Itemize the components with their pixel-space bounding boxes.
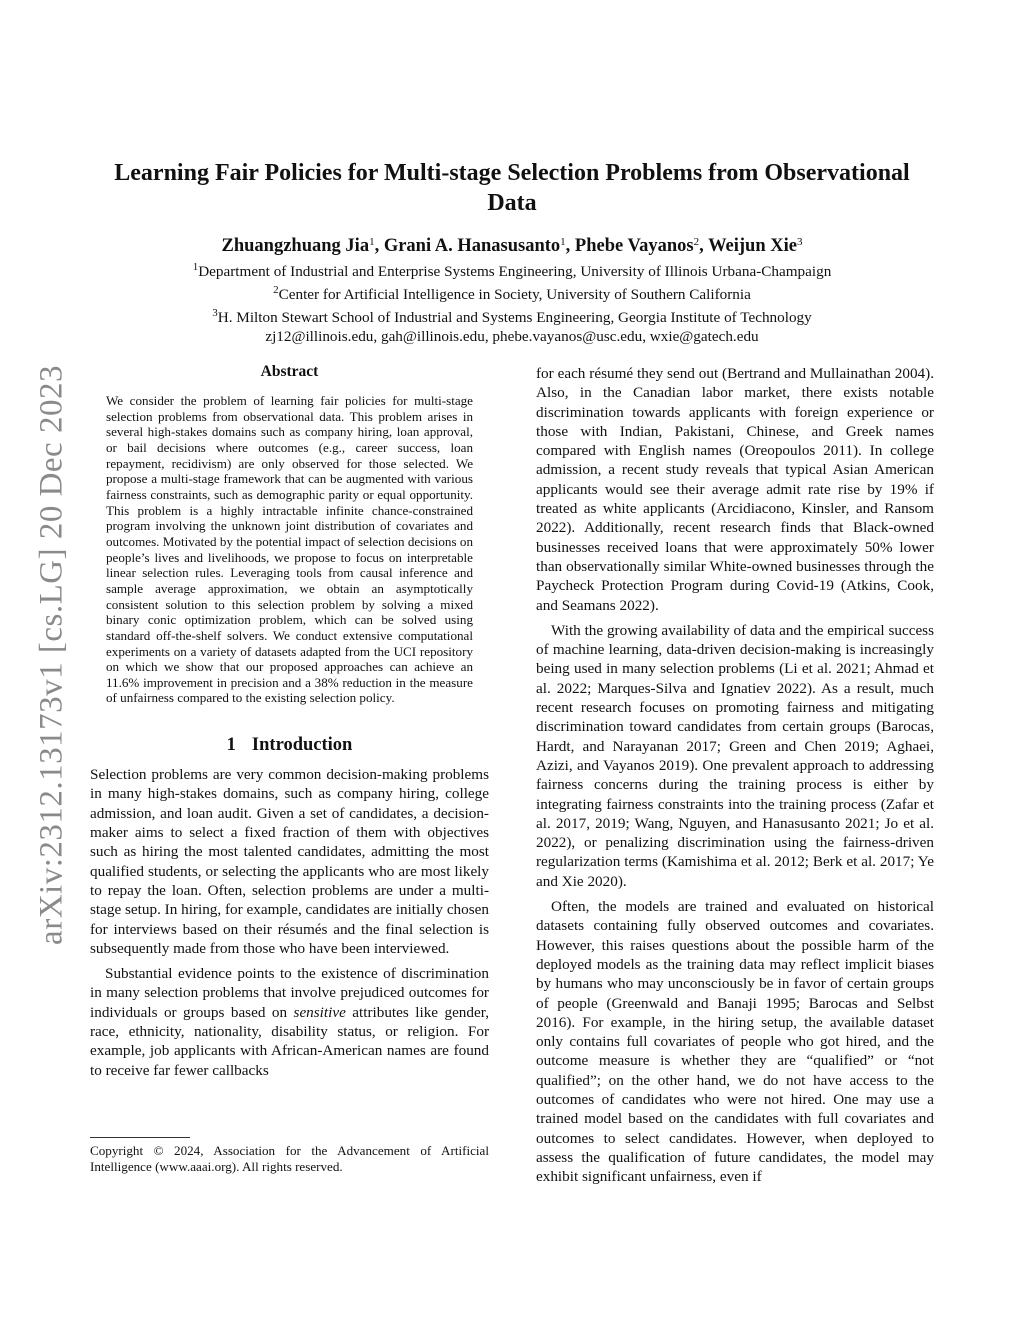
copyright-notice: Copyright © 2024, Association for the Advancement of Artificial Intelligence (www.aaai.org). All rights reserved.: [90, 1143, 489, 1174]
affiliations: [100, 258, 924, 346]
affiliation-mark: 1: [192, 261, 199, 273]
author-emails[interactable]: zj12@illinois.edu, gah@illinois.edu, phebe.vayanos@usc.edu, wxie@gatech.edu: [265, 328, 759, 345]
author-name: Weijun Xie: [708, 236, 797, 256]
author-list: Zhuangzhuang Jia$^1$, Grani A. Hanasusanto$^1$, Phebe Vayanos$^2$, Weijun Xie$^3$: [221, 236, 803, 256]
author-affil-mark: 3: [796, 236, 803, 248]
author-affil-mark: 1: [560, 236, 566, 248]
section-number: 1: [226, 735, 236, 756]
affiliation-line: [100, 258, 924, 281]
affiliation-mark: 2: [273, 284, 279, 296]
affiliation-mark: 3: [212, 307, 218, 319]
intro-paragraph-2: [90, 964, 489, 1080]
abstract-heading: Abstract: [260, 363, 319, 380]
section-title: Introduction: [251, 735, 353, 756]
arxiv-id[interactable]: arXiv:2312.13173v1 [cs.LG] 20 Dec 2023: [33, 365, 70, 945]
intro-paragraph-1: Selection problems are very common decision-making problems in many high-stakes domains, such as company hiring, college admission, and loan audit. Given a set of candidates, a decision-maker aims to select a fixed fraction of them with objectives such as hiring the most talented candidates, admitting the most qualified students, or selecting the applicants who are most likely to repay the loan. Often, selection problems are under a multi-stage setup. In hiring, for example, candidates are initially chosen for interviews based on their résumés and the final selection is subsequently made from those who have been interviewed.: [90, 766, 489, 957]
emphasis-text: sensitive: [293, 1003, 346, 1021]
footnote-divider: [90, 1137, 190, 1138]
affiliation-text: Center for Artificial Intelligence in Society, University of Southern California: [278, 286, 751, 303]
section-heading-introduction: [90, 733, 489, 757]
intro-paragraph-5: Often, the models are trained and evaluated on historical datasets containing fully observed outcomes and covariates. However, this raises questions about the possible harm of the deployed models as the training data may reflect implicit biases by humans who may unconsciously be in favor of certain groups of people (Greenwald and Banaji 1995; Barocas and Selbst 2016). For example, in the hiring setup, the available dataset only contains full covariates of people who got hired, and the outcome measure is whether they are “qualified” or “not qualified”; on the other hand, we do not have access to the outcomes of candidates who were not hired. One may use a trained model based on the candidates with full covariates and outcomes to select candidates. However, when deployed to assess the qualification of future candidates, the model may exhibit significant unfairness, even if: [536, 898, 934, 1186]
affiliation-line: [100, 281, 924, 304]
author-name: Zhuangzhuang Jia: [221, 236, 370, 256]
author-name: Phebe Vayanos: [574, 236, 694, 256]
right-column: [536, 364, 934, 1186]
author-name: Grani A. Hanasusanto: [383, 236, 561, 256]
abstract-text: We consider the problem of learning fair policies for multi-stage selection problems from observational data. This problem arises in several high-stakes domains such as company hiring, loan approval, or bail decisions where outcomes (e.g., career success, loan repayment, recidivism) are only observed for those selected. We propose a multi-stage framework that can be augmented with various fairness constraints, such as demographic parity or equal opportunity. This problem is a highly intractable infinite chance-constrained program involving the unknown joint distribution of covariates and outcomes. Motivated by the potential impact of selection decisions on people’s lives and livelihoods, we propose to focus on interpretable linear selection rules. Leveraging tools from causal inference and sample average approximation, we obtain an asymptotically consistent solution to this selection problem by solving a mixed binary conic optimization problem, which can be solved using standard off-the-shelf solvers. We conduct extensive computational experiments on a variety of datasets adapted from the UCI repository on which we show that our proposed approaches can achieve an 11.6% improvement in precision and a 38% reduction in the measure of unfairness compared to the existing selection policy.: [106, 393, 473, 706]
intro-paragraph-4: With the growing availability of data and the empirical success of machine learning, data-driven decision-making is increasingly being used in many selection problems (Li et al. 2021; Ahmad et al. 2022; Marques-Silva and Ignatiev 2022). As a result, much recent research focuses on promoting fairness and mitigating discrimination toward candidates from certain groups (Barocas, Hardt, and Narayanan 2017; Green and Chen 2019; Aghaei, Azizi, and Vayanos 2019). One prevalent approach to addressing fairness concerns during the training process is either by integrating fairness constraints into the training process (Zafar et al. 2017, 2019; Wang, Nguyen, and Hanasusanto 2021; Jo et al. 2022), or penalizing discrimination using the fairness-driven regularization terms (Kamishima et al. 2012; Berk et al. 2017; Ye and Xie 2020).: [536, 621, 934, 890]
intro-paragraph-3: for each résumé they send out (Bertrand and Mullainathan 2004). Also, in the Canadian labor market, there exists notable discrimination towards applicants with foreign experience or those with Indian, Pakistani, Chinese, and Greek names compared with English names (Oreopoulos 2011). In college admission, a recent study reveals that typical Asian American applicants would see their average admit rate rise by 19% if treated as white applicants (Arcidiacono, Kinsler, and Ransom 2022). Additionally, recent research finds that Black-owned businesses received loans that were approximately 50% lower than observationally similar White-owned businesses through the Paycheck Protection Program during Covid-19 (Atkins, Cook, and Seamans 2022).: [536, 365, 934, 614]
author-affil-mark: 2: [693, 236, 700, 248]
affiliation-text: Department of Industrial and Enterprise Systems Engineering, University of Illinois Urbana-Champaign: [198, 263, 832, 280]
paper-title: Learning Fair Policies for Multi-stage Selection Problems from Observational Data: [114, 160, 910, 216]
affiliation-line: [100, 304, 924, 327]
left-column: [90, 362, 489, 1080]
affiliation-text: H. Milton Stewart School of Industrial and Systems Engineering, Georgia Institute of Technology: [217, 309, 812, 326]
paragraph-text: attributes like gender, race, ethnicity, nationality, disability status, or religion. For example, job applicants with African-American names are found to receive far fewer callbacks: [90, 1003, 489, 1079]
author-affil-mark: 1: [369, 236, 375, 248]
paragraph-text: Substantial evidence points to the existence of discrimination in many selection problems that involve prejudiced outcomes for individuals or groups based on: [90, 965, 489, 1021]
